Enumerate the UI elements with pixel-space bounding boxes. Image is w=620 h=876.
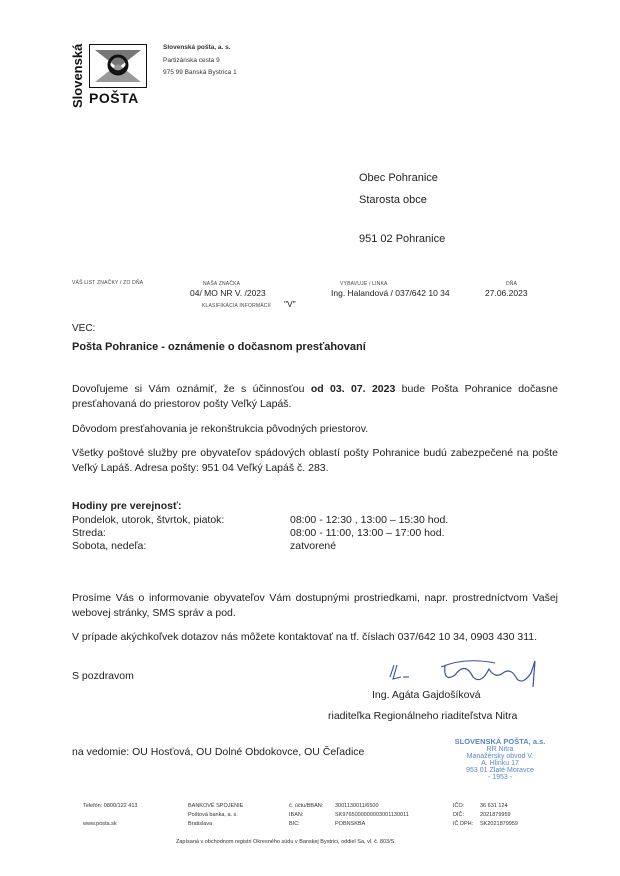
bank-city: Bratislava (188, 821, 213, 827)
paragraph-1-start: Dovoľujeme si Vám oznámiť, že s účinnosťou (72, 383, 311, 395)
account-label: č. účtu/BBAN: (289, 803, 324, 809)
hours-row-days: Pondelok, utorok, štvrtok, piatok: (72, 514, 225, 526)
iban-label: IBAN: (289, 812, 304, 818)
account-value: 3001130011/6500 (335, 803, 379, 809)
ico-value: 36 631 124 (480, 803, 508, 809)
hours-row-time: zatvorené (290, 540, 337, 552)
iban-value: SK9765000000003001130011 (335, 812, 409, 818)
bank-name: Poštová banka, a. s. (188, 812, 238, 818)
paragraph-1-end: bude Pošta Pohranice dočasne presťahovaná do priestorov pošty Veľký Lapáš. (72, 383, 558, 410)
footer-phone: Telefón: 0800/122 413 (83, 803, 138, 809)
subject-title: Pošta Pohranice - oznámenie o dočasnom presťahovaní (72, 341, 366, 353)
hours-row-time: 08:00 - 11:00, 13:00 – 17:00 hod. (290, 527, 445, 539)
logo-vertical-label: Slovenská (70, 43, 85, 108)
your-ref-label: VÁŠ LIST ZNAČKY / ZO DŇA (72, 280, 144, 286)
our-ref-label: NAŠA ZNAČKA (203, 281, 241, 287)
paragraph-2: Dôvodom presťahovania je rekonštrukcia pôvodných priestorov. (72, 423, 369, 435)
sender-street: Partizánska cesta 9 (163, 57, 220, 64)
icdph-value: SK2021879959 (480, 821, 518, 827)
footer-web[interactable]: www.posta.sk (83, 821, 117, 827)
signatory-name: Ing. Agáta Gajdošíková (372, 689, 481, 701)
logo-vertical-text (60, 20, 88, 110)
office-stamp (440, 737, 560, 781)
cc-line: na vedomie: OU Hosťová, OU Dolné Obdokovce, OU Čeľadice (72, 746, 365, 758)
hours-row-days: Streda: (72, 527, 106, 539)
stamp-line: RR Nitra (486, 746, 514, 753)
recipient-line3: 951 02 Pohranice (359, 233, 446, 245)
sender-name: Slovenská pošta, a. s. (163, 44, 231, 51)
dic-label: DIČ: (453, 812, 464, 818)
bic-label: BIC: (289, 821, 300, 827)
hours-row-days: Sobota, nedeľa: (72, 540, 147, 552)
classification-value: "V" (284, 299, 296, 309)
recipient-line1: Obec Pohranice (359, 172, 438, 184)
icdph-label: IČ DPH: (453, 821, 474, 827)
our-ref-value: 04/ MO NR V. /2023 (190, 288, 266, 298)
signatory-title: riaditeľka Regionálneho riaditeľstva Nitra (328, 710, 518, 722)
handled-value: Ing. Halandová / 037/642 10 34 (331, 288, 450, 298)
dic-value: 2021879959 (480, 812, 511, 818)
paragraph-5: V prípade akýchkoľvek dotazov nás môžete kontaktovať na tf. číslach 037/642 10 34, 0903 430 311. (72, 631, 538, 643)
subject-label: VEC: (72, 323, 96, 334)
paragraph-3: Všetky poštové služby pre obyvateľov spádových oblastí pošty Pohranice budú zabezpečené na pošte Veľký Lapáš. Adresa pošty: 951 04 Veľký Lapáš č. 283. (72, 447, 558, 474)
stamp-line: Manažérsky obvod V. (466, 753, 534, 760)
paragraph-4: Prosíme Vás o informovanie obyvateľov Vám dostupnými prostriedkami, napr. prostredníctvom Vašej webovej stránky, SMS správ a pod. (72, 592, 558, 619)
closing: S pozdravom (72, 670, 134, 682)
hours-title: Hodiny pre verejnosť: (72, 500, 182, 512)
handled-label: VYBAVUJE / LINKA (340, 281, 388, 287)
sender-city: 975 99 Banská Bystrica 1 (163, 69, 237, 76)
registry-note: Zapísaná v obchodnom registri Okresného súdu v Banskej Bystrici, oddiel Sa, vl. č. 803/S (176, 839, 395, 845)
posthorn-logo-icon (89, 44, 147, 88)
effective-date: od 03. 07. 2023 (310, 383, 396, 395)
bank-title: BANKOVÉ SPOJENIE (188, 803, 244, 809)
date-value: 27.06.2023 (485, 288, 528, 298)
stamp-line: A. Hlinku 17 (481, 760, 519, 767)
paragraph-1 (72, 382, 558, 412)
recipient-line2: Starosta obce (359, 194, 427, 206)
bic-value: POBNSKBA (335, 821, 366, 827)
stamp-line: SLOVENSKÁ POŠTA, a.s. (454, 737, 546, 746)
stamp-line: - 1953 - (487, 774, 513, 781)
ico-label: IČO: (453, 803, 465, 809)
stamp-line: 953 01 Zlaté Moravce (466, 767, 534, 774)
date-label: DŇA (506, 281, 518, 287)
logo-wordmark: POŠTA (89, 90, 139, 106)
classification-label: KLASIFIKÁCIA INFORMÁCIÍ (202, 303, 271, 309)
hours-row-time: 08:00 - 12:30 , 13:00 – 15:30 hod. (290, 514, 449, 526)
